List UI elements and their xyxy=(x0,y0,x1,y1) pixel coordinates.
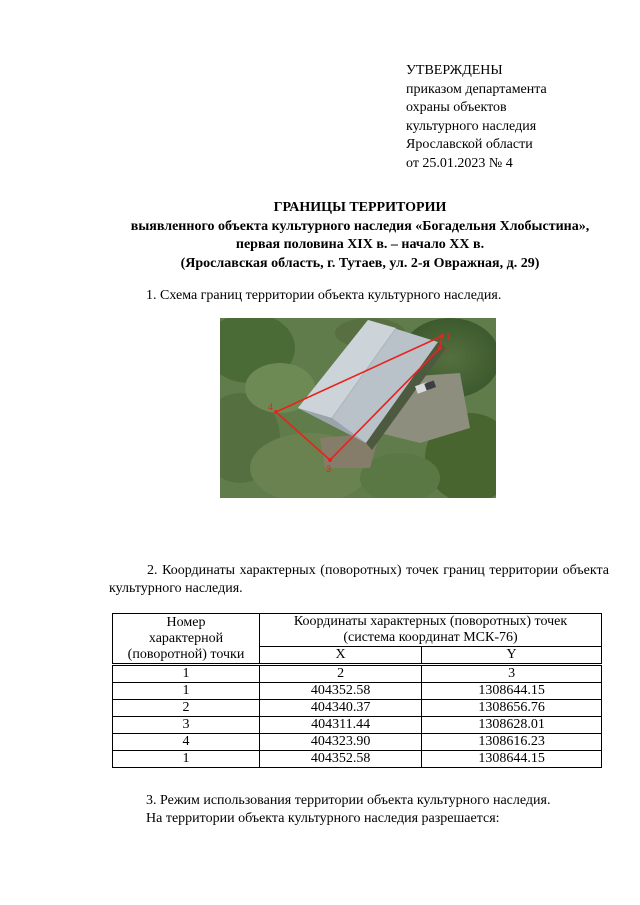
table-row xyxy=(113,751,602,768)
table-column-number-row xyxy=(113,665,602,683)
approval-line: Ярославской области xyxy=(406,137,533,152)
map-point-label-1: 1 xyxy=(446,332,452,342)
boundary-scheme-map xyxy=(220,318,496,498)
coord-y: 1308644.15 xyxy=(422,683,602,700)
table-row xyxy=(113,683,602,700)
table-row xyxy=(113,717,602,734)
column-number: 1 xyxy=(113,665,260,683)
approval-block xyxy=(406,62,547,173)
header-x: X xyxy=(260,647,422,665)
column-number: 2 xyxy=(260,665,422,683)
header-point-number xyxy=(113,614,260,665)
title-line: (Ярославская область, г. Тутаев, ул. 2-я Овражная, д. 29) xyxy=(180,255,540,271)
point-number: 1 xyxy=(113,683,260,700)
satellite-image xyxy=(220,318,496,498)
coord-y: 1308628.01 xyxy=(422,717,602,734)
header-line: (поворотной) точки xyxy=(127,646,245,662)
coord-x: 404323.90 xyxy=(260,734,422,751)
approval-line: от 25.01.2023 № 4 xyxy=(406,155,513,171)
map-point-label-4: 4 xyxy=(268,402,274,412)
column-number: 3 xyxy=(422,665,602,683)
map-point-label-3: 3 xyxy=(326,464,332,474)
section-2-heading: 2. Координаты характерных (поворотных) точек границ территории объекта культурного наследия. xyxy=(109,563,609,596)
table-row xyxy=(113,700,602,717)
point-number: 4 xyxy=(113,734,260,751)
title-line: ГРАНИЦЫ ТЕРРИТОРИИ xyxy=(273,200,447,215)
header-coordinates xyxy=(260,614,602,647)
header-line: Номер xyxy=(166,614,206,630)
coordinates-table xyxy=(112,613,602,768)
approval-line: приказом департамента xyxy=(406,81,547,97)
header-line: характерной xyxy=(148,630,224,646)
coord-x: 404352.58 xyxy=(260,751,422,768)
table-row xyxy=(113,734,602,751)
document-title xyxy=(100,199,620,273)
section-1-heading: 1. Схема границ территории объекта культурного наследия. xyxy=(146,288,502,303)
coord-y: 1308656.76 xyxy=(422,700,602,717)
coord-y: 1308644.15 xyxy=(422,751,602,768)
coord-x: 404352.58 xyxy=(260,683,422,700)
approval-line: охраны объектов xyxy=(406,100,507,115)
point-number: 3 xyxy=(113,717,260,734)
header-line: (система координат МСК-76) xyxy=(343,630,518,645)
point-number: 2 xyxy=(113,700,260,717)
title-line: первая половина XIX в. – начало XX в. xyxy=(235,237,485,252)
coord-x: 404311.44 xyxy=(260,717,422,734)
coord-x: 404340.37 xyxy=(260,700,422,717)
map-point-label-2: 2 xyxy=(444,346,450,356)
header-line: Координаты характерных (поворотных) точек xyxy=(293,614,568,629)
title-line: выявленного объекта культурного наследия «Богадельня Хлобыстина», xyxy=(130,218,590,234)
point-number: 1 xyxy=(113,751,260,768)
header-y: Y xyxy=(422,647,602,665)
approval-line: культурного наследия xyxy=(406,118,537,134)
coord-y: 1308616.23 xyxy=(422,734,602,751)
table-header-row xyxy=(113,614,602,647)
section-3-paragraph: На территории объекта культурного наследия разрешается: xyxy=(146,811,500,826)
approval-line: УТВЕРЖДЕНЫ xyxy=(406,63,503,78)
section-3-heading: 3. Режим использования территории объекта культурного наследия. xyxy=(146,793,551,808)
